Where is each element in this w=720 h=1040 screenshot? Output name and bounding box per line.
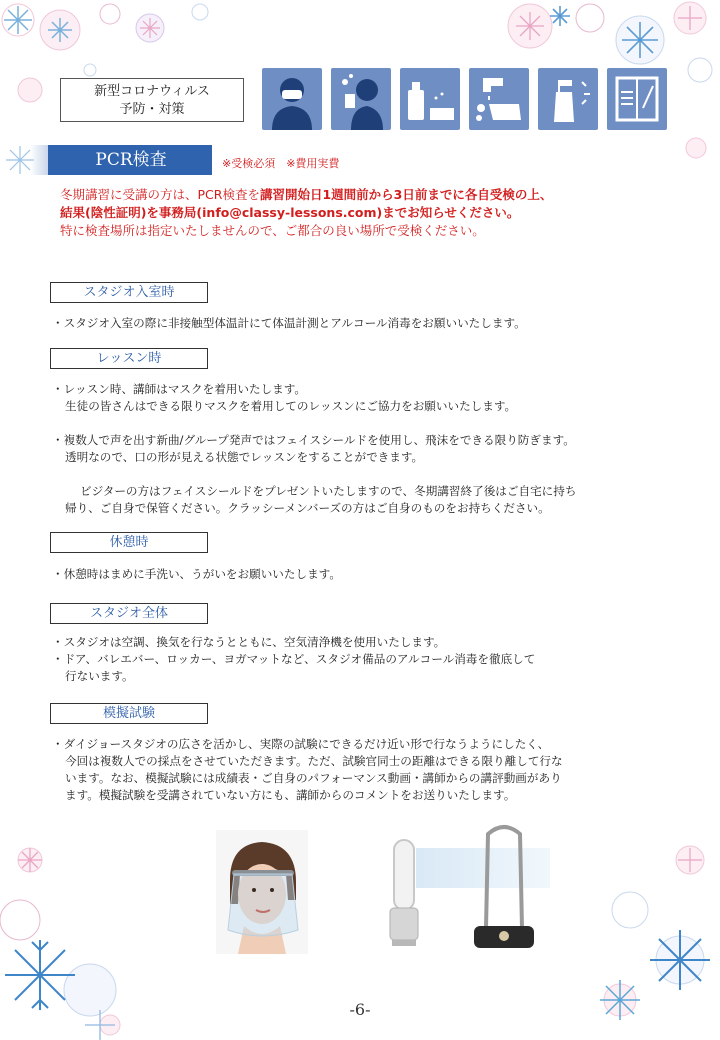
pcr-line-2: 結果(陰性証明)を事務局(info@classy-lessons.com)までお知らせください。 <box>60 205 520 220</box>
page-title-line-2: 予防・対策 <box>119 102 185 117</box>
mock-exam-line-4: ます。模擬試験を受講されていない方にも、講師からのコメントをお送りいたします。 <box>65 788 516 802</box>
lesson-line-2: 生徒の皆さんはできる限りマスクを着用してのレッスンにご協力をお願いいたします。 <box>65 399 517 413</box>
pcr-line-1a: 冬期講習に受講の方は、PCR検査を <box>60 187 260 202</box>
mock-exam-line-1: ・ダイジョースタジオの広さを活かし、実際の試験にできるだけ近い形で行なうようにしたく、 <box>52 737 550 751</box>
section-body-studio-all <box>52 634 692 685</box>
section-body-studio-entry <box>52 315 692 332</box>
lesson-line-4: 透明なので、口の形が見える状態でレッスンをすることができます。 <box>65 450 424 464</box>
mask-person-icon <box>262 68 322 130</box>
studio-all-line-3: 行ないます。 <box>65 669 134 683</box>
gargle-icon <box>331 68 391 130</box>
section-heading-lesson: レッスン時 <box>50 348 208 369</box>
studio-entry-line-1: ・スタジオ入室の際に非接触型体温計にて体温計測とアルコール消毒をお願いいたします。 <box>52 316 526 330</box>
lesson-line-3: ・複数人で声を出す新曲/グループ発声ではフェイスシールドを使用し、飛沫をできる限り防ぎます。 <box>52 433 575 447</box>
lesson-line-6: 帰り、ご自身で保管ください。クラッシーメンバーズの方はご自身のものをお持ちください。 <box>65 501 550 515</box>
lesson-line-5: ビジターの方はフェイスシールドをプレゼントいたしますので、冬期講習終了後はご自宅に持ち <box>80 484 577 498</box>
pcr-note: ※受検必須 ※費用実費 <box>222 157 340 170</box>
air-purifier-photo <box>372 824 550 954</box>
page-number: -6- <box>349 1000 371 1019</box>
mock-exam-line-3: います。なお、模擬試験には成績表・ご自身のパフォーマンス動画・講師からの講評動画があり <box>65 771 562 785</box>
break-line-1: ・休憩時はまめに手洗い、うがいをお願いいたします。 <box>52 567 341 581</box>
page-title-box <box>60 78 244 122</box>
page-title-line-1: 新型コロナウィルス <box>94 84 210 99</box>
pcr-title: PCR検査 <box>95 150 167 170</box>
pcr-line-1b: 講習開始日1週間前から3日前までに各自受検の上、 <box>259 187 553 202</box>
section-heading-mock-exam: 模擬試験 <box>50 703 208 724</box>
hand-sanitizer-icon <box>400 68 460 130</box>
section-body-mock-exam <box>52 736 692 804</box>
mock-exam-line-2: 今回は複数人での採点をさせていただきます。ただ、試験官同士の距離はできる限り離して行な <box>65 754 563 768</box>
studio-all-line-1: ・スタジオは空調、換気を行なうとともに、空気清浄機を使用いたします。 <box>52 635 446 649</box>
pcr-line-3: 特に検査場所は指定いたしませんので、ご都合の良い場所で受検ください。 <box>60 223 485 238</box>
face-shield-photo <box>216 830 308 954</box>
ventilation-window-icon <box>607 68 667 130</box>
section-body-break <box>52 566 692 583</box>
disinfectant-spray-icon <box>538 68 598 130</box>
section-body-lesson <box>52 381 692 517</box>
lesson-line-1: ・レッスン時、講師はマスクを着用いたします。 <box>52 382 307 396</box>
prevention-icon-row <box>262 68 668 132</box>
studio-all-line-2: ・ドア、バレエバー、ロッカー、ヨガマットなど、スタジオ備品のアルコール消毒を徹底して <box>52 652 536 666</box>
pcr-title-bar-shadow <box>30 145 48 175</box>
section-heading-studio-all: スタジオ全体 <box>50 603 208 624</box>
section-heading-studio-entry: スタジオ入室時 <box>50 282 208 303</box>
section-heading-break: 休憩時 <box>50 532 208 553</box>
hand-wash-icon <box>469 68 529 130</box>
pcr-body <box>60 186 670 240</box>
